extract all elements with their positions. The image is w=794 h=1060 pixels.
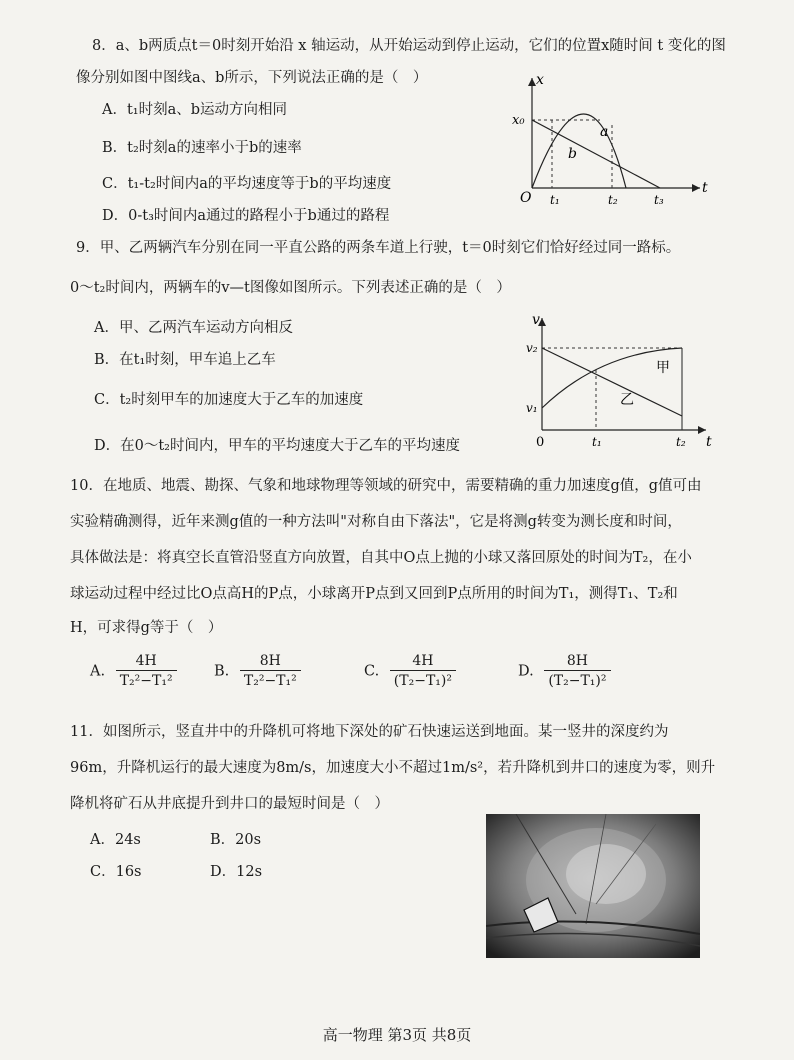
q11-stem-line3: 降机将矿石从井底提升到井口的最短时间是（ ） — [70, 796, 389, 812]
q10-stem-line2: 实验精确测得，近年来测g值的一种方法叫"对称自由下落法"，它是将测g转变为测长度和时间， — [70, 514, 682, 530]
q10-option-d-denominator: (T₂−T₁)² — [544, 670, 610, 691]
q9-label-yi: 乙 — [620, 392, 634, 408]
q8-position-time-graph — [500, 70, 710, 210]
q9-v1-label: v₁ — [526, 401, 538, 415]
q11-option-c[interactable]: C．16s — [90, 864, 142, 880]
q9-option-d[interactable]: D．在0～t₂时间内，甲车的平均速度大于乙车的平均速度 — [94, 438, 460, 454]
q8-stem-line2: 像分别如图中图线a、b所示，下列说法正确的是（ ） — [76, 70, 428, 86]
page-footer: 高一物理 第3页 共8页 — [322, 1026, 472, 1044]
q10-option-b-fraction — [240, 652, 301, 691]
q10-option-d[interactable] — [518, 652, 611, 691]
q8-t-axis-arrow — [692, 184, 700, 192]
q8-t-axis-label: t — [702, 180, 708, 196]
q10-option-d-fraction — [544, 652, 610, 691]
q9-stem-line2: 0～t₂时间内，两辆车的v—t图像如图所示。下列表述正确的是（ ） — [70, 280, 511, 296]
q9-t-axis-label: t — [706, 434, 712, 450]
q8-label-a: a — [600, 124, 609, 140]
q10-option-b[interactable] — [214, 652, 301, 691]
q9-v2-label: v₂ — [526, 341, 538, 355]
q10-option-a-letter: A. — [90, 663, 106, 680]
q8-stem-line1: 8．a、b两质点t＝0时刻开始沿 x 轴运动，从开始运动到停止运动，它们的位置x随时间 t 变化的图 — [92, 38, 726, 54]
q10-option-c[interactable] — [364, 652, 456, 691]
q10-stem-line3: 具体做法是：将真空长直管沿竖直方向放置，自其中O点上抛的小球又落回原处的时间为T₂，在小 — [70, 550, 692, 566]
q10-option-a-fraction — [116, 652, 177, 691]
q9-line-yi — [542, 348, 682, 416]
q8-option-b[interactable]: B．t₂时刻a的速率小于b的速率 — [102, 140, 302, 156]
q8-option-a[interactable]: A．t₁时刻a、b运动方向相同 — [102, 102, 288, 118]
q11-stem-line2: 96m，升降机运行的最大速度为8m/s，加速度大小不超过1m/s²，若升降机到井口的速度为零，则升 — [70, 760, 716, 776]
q10-stem-line5: H，可求得g等于（ ） — [70, 620, 223, 636]
q8-line-b — [532, 120, 660, 188]
q9-t-axis-arrow — [698, 426, 706, 434]
q9-label-jia: 甲 — [656, 360, 670, 376]
q8-option-c[interactable]: C．t₁-t₂时间内a的平均速度等于b的平均速度 — [102, 176, 392, 192]
q9-curve-jia — [542, 348, 682, 408]
q9-v-axis-label: v — [532, 312, 540, 328]
q8-x-axis-label: x — [536, 72, 544, 88]
q10-option-a[interactable] — [90, 652, 177, 691]
q10-option-d-numerator: 8H — [566, 653, 588, 669]
q9-option-c[interactable]: C．t₂时刻甲车的加速度大于乙车的加速度 — [94, 392, 364, 408]
q8-tick-t2: t₂ — [608, 193, 618, 207]
q9-velocity-time-graph — [520, 312, 720, 452]
q10-option-d-letter: D. — [518, 663, 534, 680]
mine-shaft-photo — [486, 814, 700, 958]
q8-x-axis-arrow — [528, 78, 536, 86]
q9-tick-t1: t₁ — [592, 435, 602, 449]
q8-label-b: b — [568, 146, 577, 162]
q11-option-d[interactable]: D．12s — [210, 864, 263, 880]
q10-option-c-fraction — [390, 652, 456, 691]
q10-option-a-denominator: T₂²−T₁² — [116, 670, 177, 691]
q8-tick-t3: t₃ — [654, 193, 664, 207]
q8-x0-label: x₀ — [512, 113, 525, 128]
q10-option-c-letter: C. — [364, 663, 380, 680]
q9-option-a[interactable]: A．甲、乙两汽车运动方向相反 — [94, 320, 293, 336]
q10-stem-line4: 球运动过程中经过比O点高H的P点，小球离开P点到又回到P点所用的时间为T₁，测得T₁、T₂和 — [70, 586, 678, 602]
q10-stem-line1: 10．在地质、地震、勘探、气象和地球物理等领域的研究中，需要精确的重力加速度g值，g值可由 — [70, 478, 702, 494]
q10-option-b-letter: B. — [214, 663, 230, 680]
q10-option-c-denominator: (T₂−T₁)² — [390, 670, 456, 691]
q11-stem-line1: 11．如图所示，竖直井中的升降机可将地下深处的矿石快速运送到地面。某一竖井的深度约为 — [70, 724, 669, 740]
q9-origin-label: 0 — [536, 435, 545, 450]
q8-origin-label: O — [520, 190, 532, 206]
q10-option-b-numerator: 8H — [259, 653, 281, 669]
q10-option-b-denominator: T₂²−T₁² — [240, 670, 301, 691]
q9-tick-t2: t₂ — [676, 435, 686, 449]
q8-tick-t1: t₁ — [550, 193, 560, 207]
q9-option-b[interactable]: B．在t₁时刻，甲车追上乙车 — [94, 352, 276, 368]
q10-option-c-numerator: 4H — [412, 653, 434, 669]
q11-option-a[interactable]: A．24s — [90, 832, 141, 848]
q9-stem-line1: 9．甲、乙两辆汽车分别在同一平直公路的两条车道上行驶，t＝0时刻它们恰好经过同一路标。 — [76, 240, 681, 256]
q8-option-d[interactable]: D．0-t₃时间内a通过的路程小于b通过的路程 — [102, 208, 390, 224]
q10-option-a-numerator: 4H — [135, 653, 157, 669]
q11-option-b[interactable]: B．20s — [210, 832, 262, 848]
